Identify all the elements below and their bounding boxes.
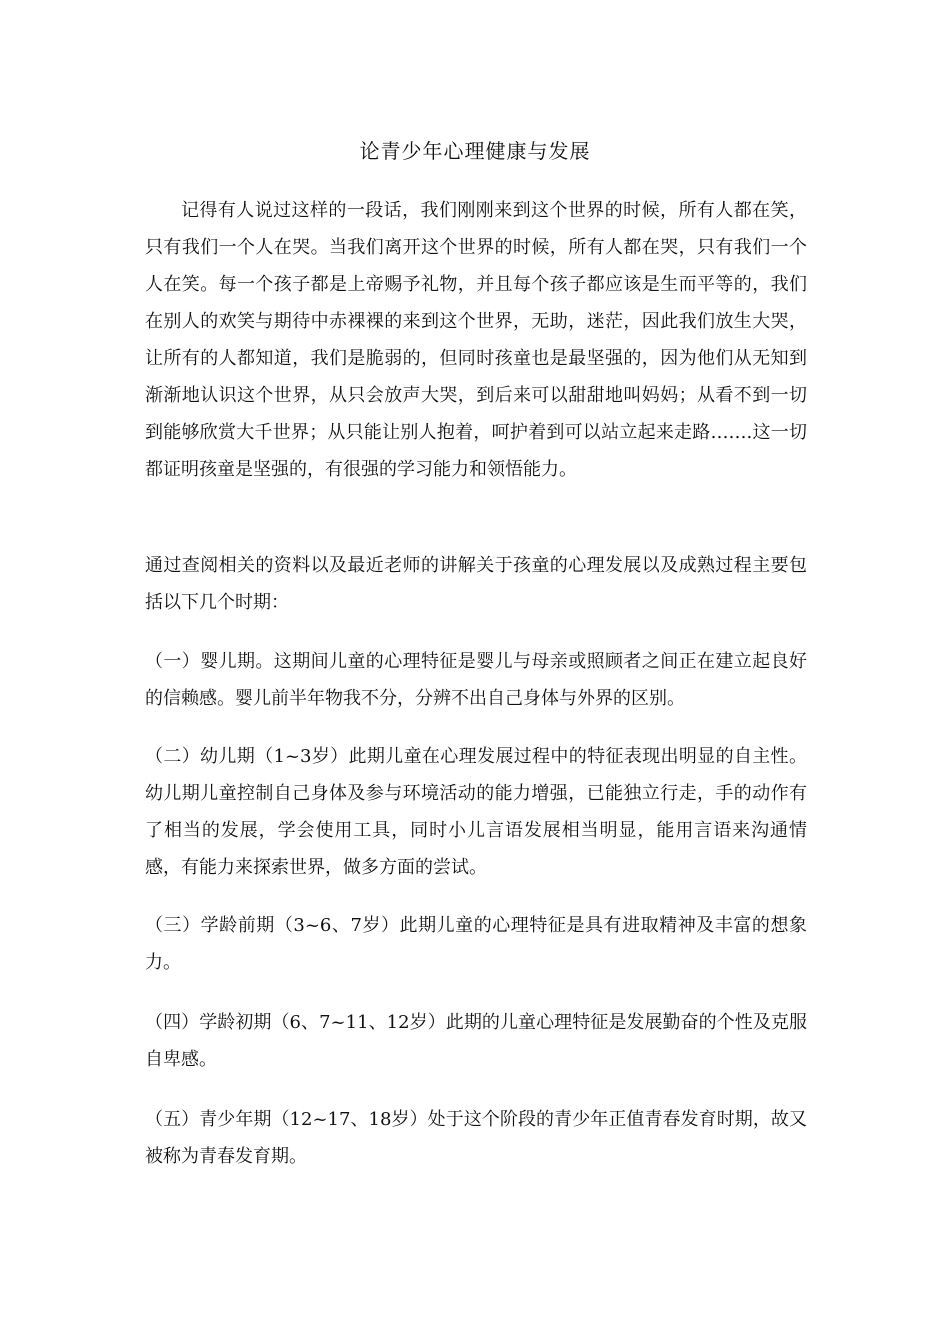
stage-preschool-paragraph: （三）学龄前期（3~6、7岁）此期儿童的心理特征是具有进取精神及丰富的想象力。 bbox=[145, 915, 807, 973]
document-title: 论青少年心理健康与发展 bbox=[359, 139, 591, 163]
overview-paragraph: 通过查阅相关的资料以及最近老师的讲解关于孩童的心理发展以及成熟过程主要包括以下几个时期： bbox=[145, 555, 807, 613]
stage-toddler-paragraph: （二）幼儿期（1~3岁）此期儿童在心理发展过程中的特征表现出明显的自主性。幼儿期儿童控制自己身体及参与环境活动的能力增强，已能独立行走，手的动作有了相当的发展，学会使用工具，同时小儿言语发展相当明显，能用言语来沟通情感，有能力来探索世界，做多方面的尝试。 bbox=[145, 746, 807, 878]
stage-infancy-paragraph: （一）婴儿期。这期间儿童的心理特征是婴儿与母亲或照顾者之间正在建立起良好的信赖感。婴儿前半年物我不分，分辨不出自己身体与外界的区别。 bbox=[145, 651, 807, 709]
stage-school-age-paragraph: （四）学龄初期（6、7~11、12岁）此期的儿童心理特征是发展勤奋的个性及克服自卑感。 bbox=[145, 1012, 807, 1070]
intro-paragraph: 记得有人说过这样的一段话，我们刚刚来到这个世界的时候，所有人都在笑，只有我们一个人在哭。当我们离开这个世界的时候，所有人都在哭，只有我们一个人在笑。每一个孩子都是上帝赐予礼物，并且每个孩子都应该是生而平等的，我们在别人的欢笑与期待中赤裸裸的来到这个世界，无助，迷茫，因此我们放生大哭，让所有的人都知道，我们是脆弱的，但同时孩童也是最坚强的，因为他们从无知到渐渐地认识这个世界，从只会放声大哭，到后来可以甜甜地叫妈妈；从看不到一切到能够欣赏大千世界；从只能让别人抱着，呵护着到可以站立起来走路…….这一切都证明孩童是坚强的，有很强的学习能力和领悟能力。 bbox=[145, 200, 807, 480]
stage-adolescence-paragraph: （五）青少年期（12~17、18岁）处于这个阶段的青少年正值青春发育时期，故又被称为青春发育期。 bbox=[145, 1109, 807, 1167]
